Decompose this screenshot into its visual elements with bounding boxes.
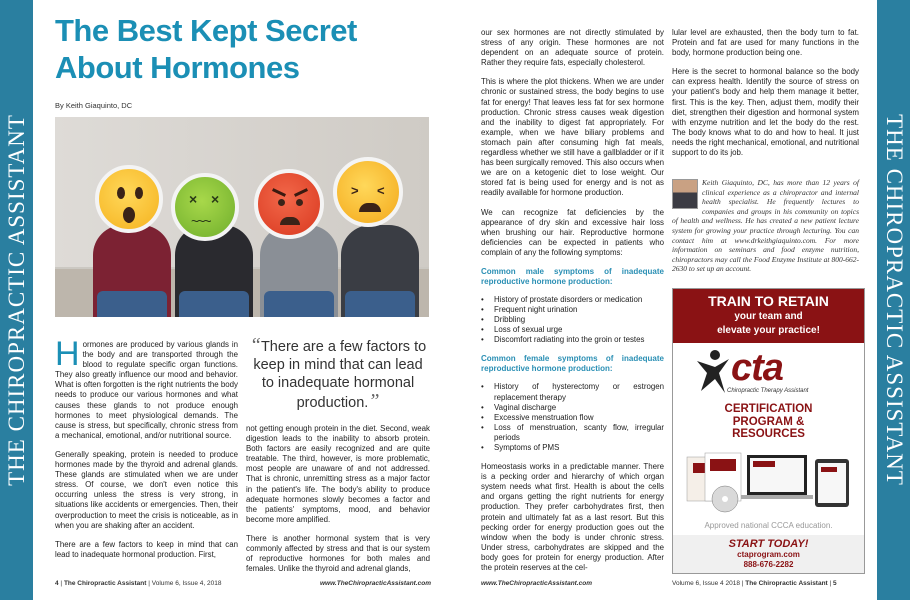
page-number-right: 5 xyxy=(833,580,837,587)
paragraph-5: There is another hormonal system that is very commonly affected by stress and that is our system of reproductive hormones for both males and females. Unlike the thyroid and adrenal glands, xyxy=(246,533,430,574)
author-bio xyxy=(672,178,859,274)
female-symptoms-heading: Common female symptoms of inadequate reproductive hormone production: xyxy=(481,354,664,374)
male-symptoms-heading: Common male symptoms of inadequate reproductive hormone production: xyxy=(481,266,664,286)
female-symptoms-list xyxy=(481,382,664,453)
band-title-right: THE CHIROPRACTIC ASSISTANT xyxy=(881,114,907,486)
column-4 xyxy=(672,28,859,167)
paragraph-6: our sex hormones are not directly stimulated by stress of any origin. These hormones are not dependent on an adequate source of protein. Rather they require fats, especially cholesterol. xyxy=(481,28,664,68)
author-headshot xyxy=(672,179,698,209)
ad-phone: 888-676-2282 xyxy=(743,560,794,569)
column-3 xyxy=(481,28,664,582)
list-item: • Dribbling xyxy=(481,315,664,325)
footer-left: 4 | The Chiropractic Assistant | Volume 6, Issue 4, 2018 xyxy=(55,580,222,587)
list-item: • History of prostate disorders or medication xyxy=(481,295,664,305)
list-item: • Loss of sexual urge xyxy=(481,325,664,335)
list-item: • Symptoms of PMS xyxy=(481,443,664,453)
logo-subtitle: Chiropractic Therapy Assistant xyxy=(727,388,809,394)
ad-subline-2: elevate your practice! xyxy=(717,325,820,336)
footer-right: Volume 6, Issue 4 2018 | The Chiropractic Assistant | 5 xyxy=(672,580,837,587)
logo-wordmark: cta xyxy=(731,347,783,389)
cta-advertisement[interactable] xyxy=(672,288,865,574)
start-today-label: START TODAY! xyxy=(728,538,809,550)
paragraph-7: This is where the plot thickens. When we are under chronic or sustained stress, the body begins to use fat for energy! That leaves less fat for sex hormone production. Chronic stress causes weak digestion and the inability to digest fat appropriately. For example, when we have biliary problems and stomach pain after consuming high fat meals, regardless whether we still have a gallbladder or if it has been surgically removed. This also occurs when we are on a ketogenic diet to lose weight. Our stored fat is being used for energy and is not as readily available for hormone production. xyxy=(481,77,664,198)
footer-url-left[interactable]: www.TheChiropracticAssistant.com xyxy=(320,580,432,587)
article-title: The Best Kept Secret About Hormones xyxy=(55,13,357,85)
paragraph-2: Generally speaking, protein is needed to produce hormones made by the thyroid and adrenal glands. These glands are stimulated when we are under stress. Of course, we don't even notice this occurring unless the stress is very strong, in situations like accidents or emergencies. Then, their overproduction to meet the crisis is noticeable, as in when you are shaking after an accident. xyxy=(55,449,238,530)
ad-subline-1: your team and xyxy=(734,311,803,322)
list-item: • Loss of menstruation, scanty flow, irregular periods xyxy=(481,423,664,443)
article-photo xyxy=(55,117,429,317)
list-item: • Discomfort radiating into the groin or testes xyxy=(481,335,664,345)
paragraph-3: There are a few factors to keep in mind that can lead to inadequate hormonal production. First, xyxy=(55,539,238,559)
drop-cap: H xyxy=(55,335,80,373)
pull-quote-text: There are a few factors to keep in mind that can lead to inadequate hormonal production. xyxy=(253,339,427,411)
pull-quote xyxy=(246,336,430,412)
byline: By Keith Giaquinto, DC xyxy=(55,101,133,110)
list-item: • Vaginal discharge xyxy=(481,403,664,413)
paragraph-10: lular level are exhausted, then the body turn to fat. Protein and fat are used for many functions in the body, hormone production being one. xyxy=(672,28,859,58)
certification-heading xyxy=(673,403,864,441)
ad-headline: TRAIN TO RETAIN xyxy=(708,293,829,309)
paragraph-9: Homeostasis works in a predictable manner. There is a pecking order and hierarchy of which organ system needs what first. Health is about the cells and organs getting the right nutrients for energy production. They prefer carbohydrates first, then protein and ultimately fat as a last resort. But this pecking order for energy production goes out the window when the body is under chronic stress. Under stress, carbohydrates are skipped and the body goes for protein for energy production. After the protein reserves at the cel- xyxy=(481,462,664,573)
approved-note: Approved national CCCA education. xyxy=(704,521,833,530)
paragraph-11: Here is the secret to hormonal balance so the body can express health. Identify the source of stress on your patient's body and help them manage it better, first. This is the key. Then, adjust them, modify their diet, strengthen their digestion and hormonal system with enzyme nutrition and let the body do the rest. The body knows what to do and how to heal. It just needs the right mechanical, emotional, and nutritional support to do its job. xyxy=(672,67,859,158)
column-1 xyxy=(55,335,238,569)
surprised-emoji-icon xyxy=(95,165,163,233)
footer-url-right[interactable]: www.TheChiropracticAssistant.com xyxy=(481,580,593,587)
author-bio-text: Keith Giaquinto, DC, has more than 12 years of clinical experience as a chiropractor and internal health specialist. He frequently lectures to companies and groups in his community on topics of health and wellness. He has created a new patient lecture system for growing your practice through lecturing. You can contact him at www.drkeithgiaquinto.com. For more information on seminars and food enzyme nutrition, chiropractors may call the Food Enzyme Institute at 800-662-2630 to set up an account. xyxy=(672,178,859,274)
list-item: • History of hysterectomy or estrogen replacement therapy xyxy=(481,382,664,402)
column-2 xyxy=(246,424,430,583)
paragraph-1: ormones are produced by various glands in the body and are transported through the blood to regulate specific organ functions. They also greatly influence our mood and behavior. What is often forgotten is the right nutrients the body needs to produce our various hormones and what causes these glands to not produce enough hormones to meet physiological demands. The cause is stress, but specifically, chronic stress from a mechanical, emotional, and/or nutritional source. xyxy=(55,340,238,440)
paragraph-4: not getting enough protein in the diet. Second, weak digestion leads to the inability to absorb protein. Both factors are easily recognized and are quite treatable. The third, however, is more problematic, most people are unaware of and not addressed. That is chronic, unremitting stress as a major factor in the patient's life. The body's ability to produce adequate hormones slowly becomes a factor and the patients' symptoms, mood, and behavior become more amplified. xyxy=(246,424,430,524)
program-materials-image xyxy=(685,449,855,515)
publication-left: The Chiropractic Assistant xyxy=(63,580,147,587)
angry-emoji-icon xyxy=(254,169,324,239)
open-quote-icon: “ xyxy=(249,334,261,356)
list-item: • Frequent night urination xyxy=(481,305,664,315)
male-symptoms-list xyxy=(481,295,664,345)
cert-line-2: PROGRAM & xyxy=(732,415,805,428)
paragraph-8: We can recognize fat deficiencies by the appearance of dry skin and excessive hair loss when brushing our hair. Reproductive hormone deficiencies can be expected in patients who complain of any the following symptoms: xyxy=(481,207,664,257)
ad-banner xyxy=(673,289,864,343)
cert-line-1: CERTIFICATION xyxy=(724,403,813,415)
dizzy-sick-emoji-icon: × × ~~~ xyxy=(171,173,239,241)
publication-right: The Chiropractic Assistant xyxy=(745,580,828,587)
ad-call-to-action[interactable] xyxy=(673,535,864,573)
close-quote-icon: ” xyxy=(368,390,380,412)
page-number-left: 4 xyxy=(55,580,59,587)
cta-logo xyxy=(693,347,853,397)
left-side-band xyxy=(0,0,33,600)
issue-left: Volume 6, Issue 4, 2018 xyxy=(151,580,222,587)
right-side-band xyxy=(877,0,910,600)
issue-right: Volume 6, Issue 4 2018 xyxy=(672,580,740,587)
cert-line-3: RESOURCES xyxy=(732,428,805,440)
frustrated-emoji-icon: > < xyxy=(333,157,403,227)
band-title-left: THE CHIROPRACTIC ASSISTANT xyxy=(3,114,29,486)
list-item: • Excessive menstruation flow xyxy=(481,413,664,423)
ad-url-link[interactable]: ctaprogram.com xyxy=(737,550,800,559)
